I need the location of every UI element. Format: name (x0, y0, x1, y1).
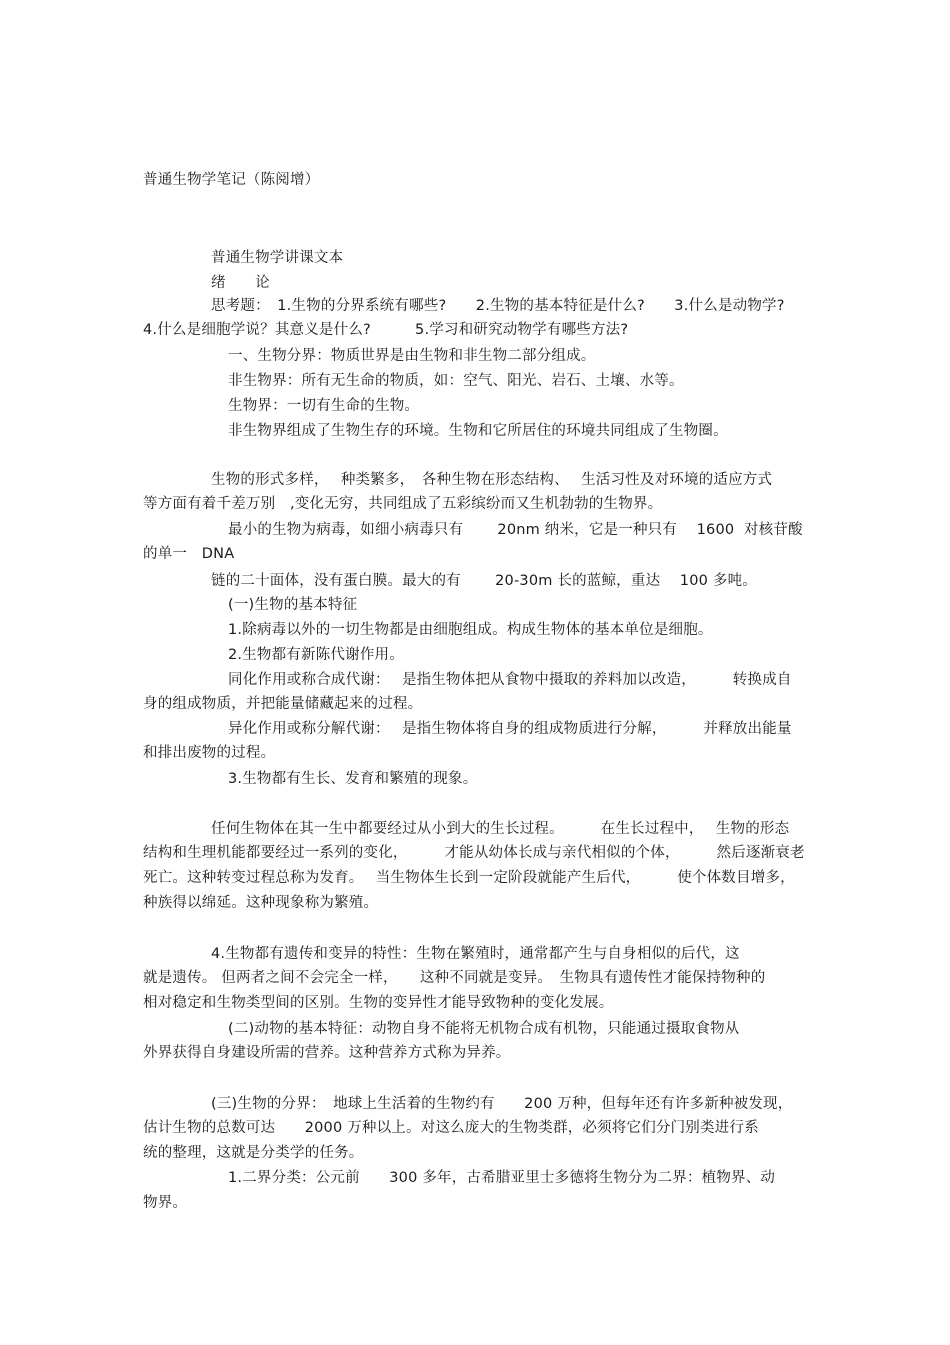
text-line: 估计生物的总数可达 2000 万种以上。对这么庞大的生物类群，必须将它们分门别类进行系 (143, 1120, 759, 1136)
text-line: 非生物界：所有无生命的物质，如：空气、阳光、岩石、土壤、水等。 (228, 373, 684, 389)
subsection-heading: (二)动物的基本特征：动物自身不能将无机物合成有机物，只能通过摄取食物从 (228, 1021, 740, 1037)
text-line: 物界。 (143, 1195, 188, 1211)
text-line: 链的二十面体，没有蛋白膜。最大的有 20-30m 长的蓝鲸，重达 100 多吨。 (211, 573, 757, 589)
text-line: 等方面有着千差万别 ,变化无穷，共同组成了五彩缤纷而又生机勃勃的生物界。 (143, 496, 663, 512)
text-line: 统的整理，这就是分类学的任务。 (143, 1145, 364, 1161)
chapter-heading: 绪 论 (211, 275, 270, 291)
text-line: 种族得以绵延。这种现象称为繁殖。 (143, 895, 379, 911)
text-line: 生物界：一切有生命的生物。 (228, 398, 420, 414)
text-line: 相对稳定和生物类型间的区别。生物的变异性才能导致物种的变化发展。 (143, 995, 614, 1011)
text-line: 2.生物都有新陈代谢作用。 (228, 647, 404, 663)
text-line: 3.生物都有生长、发育和繁殖的现象。 (228, 771, 478, 787)
text-line: 身的组成物质，并把能量储藏起来的过程。 (143, 696, 423, 712)
text-line: 4.生物都有遗传和变异的特性：生物在繁殖时，通常都产生与自身相似的后代，这 (211, 946, 740, 962)
subsection-heading: (三)生物的分界： 地球上生活着的生物约有 200 万种，但每年还有许多新种被发现， (211, 1096, 793, 1112)
text-line: 最小的生物为病毒，如细小病毒只有 20nm 纳米，它是一种只有 1600 对核苷酸 (228, 522, 803, 538)
subsection-heading: (一)生物的基本特征 (228, 597, 358, 613)
section-heading: 普通生物学讲课文本 (211, 250, 344, 266)
text-line: 结构和生理机能都要经过一系列的变化， 才能从幼体长成与亲代相似的个体， 然后逐渐衰老 (143, 845, 805, 861)
text-line: 思考题： 1.生物的分界系统有哪些? 2.生物的基本特征是什么? 3.什么是动物学? (211, 298, 785, 314)
text-line: 生物的形式多样， 种类繁多， 各种生物在形态结构、 生活习性及对环境的适应方式 (211, 472, 773, 488)
text-line: 同化作用或称合成代谢： 是指生物体把从食物中摄取的养料加以改造， 转换成自 (228, 672, 792, 688)
document-title: 普通生物学笔记（陈阅增） (143, 172, 320, 188)
text-line: 死亡。这种转变过程总称为发育。 当生物体生长到一定阶段就能产生后代， 使个体数目增多， (143, 870, 795, 886)
text-line: 一、生物分界：物质世界是由生物和非生物二部分组成。 (228, 348, 596, 364)
text-line: 任何生物体在其一生中都要经过从小到大的生长过程。 在生长过程中， 生物的形态 (211, 821, 790, 837)
text-line: 外界获得自身建设所需的营养。这种营养方式称为异养。 (143, 1045, 511, 1061)
text-line: 异化作用或称分解代谢： 是指生物体将自身的组成物质进行分解， 并释放出能量 (228, 721, 792, 737)
text-line: 1.除病毒以外的一切生物都是由细胞组成。构成生物体的基本单位是细胞。 (228, 622, 713, 638)
text-line: 就是遗传。 但两者之间不会完全一样， 这种不同就是变异。 生物具有遗传性才能保持物种的 (143, 970, 766, 986)
text-line: 非生物界组成了生物生存的环境。生物和它所居住的环境共同组成了生物圈。 (228, 423, 728, 439)
text-line: 4.什么是细胞学说？其意义是什么? 5.学习和研究动物学有哪些方法? (143, 322, 629, 338)
text-line: 的单一 DNA (143, 546, 235, 562)
text-line: 和排出废物的过程。 (143, 745, 276, 761)
text-line: 1.二界分类：公元前 300 多年，古希腊亚里士多德将生物分为二界：植物界、动 (228, 1170, 776, 1186)
